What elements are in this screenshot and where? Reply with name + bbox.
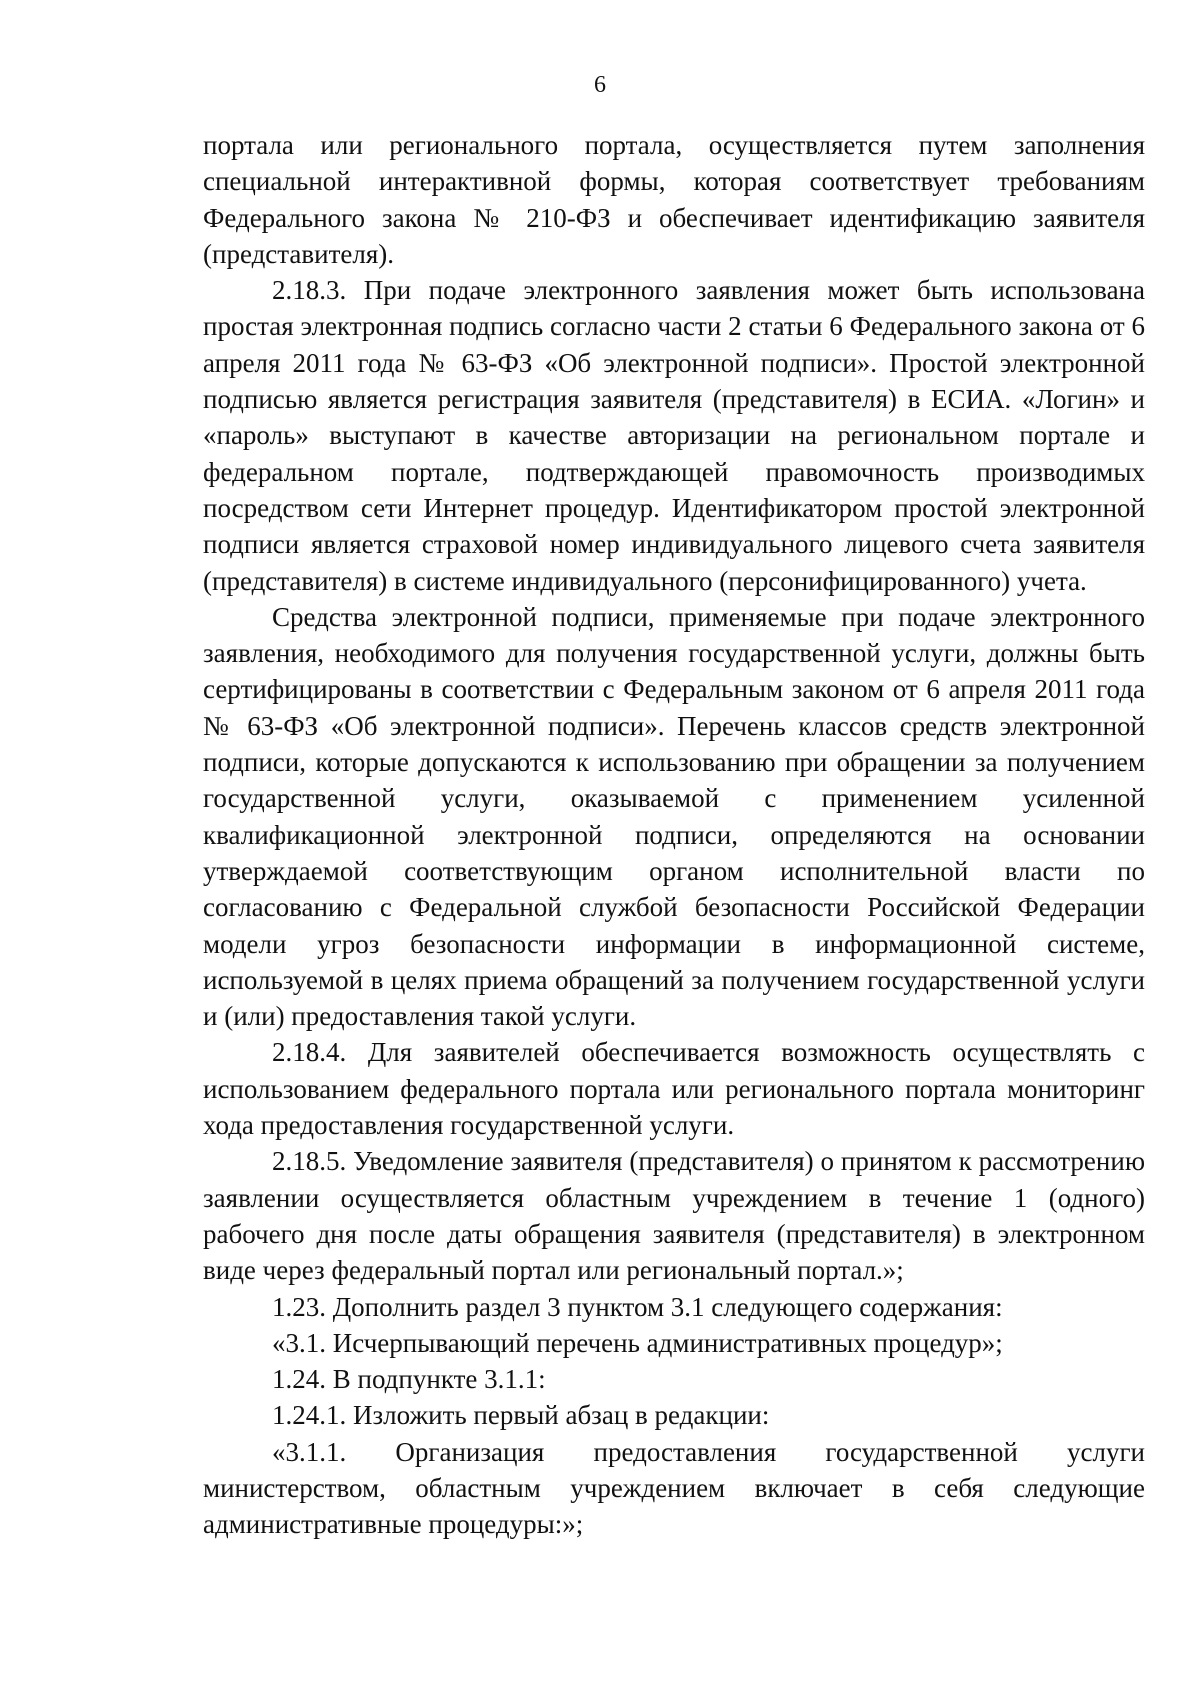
paragraph-signature-tools: Средства электронной подписи, применяемые при подаче электронного заявления, необходимого для получения государственной услуги, должны быть сертифицированы в соответствии с Федеральным законом от 6 апреля 2011 года № 63-ФЗ «Об электронной подписи». Перечень классов средств электронной подписи, которые допускаются к использованию при обращении за получением государственной услуги, оказываемой с применением усиленной квалификационной электронной подписи, определяются на основании утверждаемой соответствующим органом исполнительной власти по согласованию с Федеральной службой безопасности Российской Федерации модели угроз безопасности информации в информационной системе, используемой в целях приема обращений за получением государственной услуги и (или) предоставления такой услуги. [203, 601, 1145, 1032]
paragraph-1-24: 1.24. В подпункте 3.1.1: [272, 1364, 546, 1395]
paragraph-1-23: 1.23. Дополнить раздел 3 пунктом 3.1 следующего содержания: [272, 1291, 1003, 1322]
paragraph-3-1-1-quote: «3.1.1. Организация предоставления государственной услуги министерством, областным учреждением включает в себя следующие административные процедуры:»; [203, 1436, 1145, 1540]
paragraph-continuation: портала или регионального портала, осуществляется путем заполнения специальной интерактивной формы, которая соответствует требованиям Федерального закона № 210-ФЗ и обеспечивает идентификацию заявителя (представителя). [203, 130, 1145, 269]
page-number: 6 [594, 72, 606, 98]
paragraph-2-18-5: 2.18.5. Уведомление заявителя (представителя) о принятом к рассмотрению заявлении осуществляется областным учреждением в течение 1 (одного) рабочего дня после даты обращения заявителя (представителя) в электронном виде через федеральный портал или региональный портал.»; [203, 1146, 1145, 1286]
paragraph-1-24-1: 1.24.1. Изложить первый абзац в редакции: [272, 1400, 770, 1431]
paragraph-3-1-quote: «3.1. Исчерпывающий перечень административных процедур»; [272, 1327, 1003, 1358]
document-body [203, 127, 1145, 1543]
paragraph-2-18-3: 2.18.3. При подаче электронного заявления может быть использована простая электронная подпись согласно части 2 статьи 6 Федерального закона от 6 апреля 2011 года № 63-ФЗ «Об электронной подписи». Простой электронной подписью является регистрация заявителя (представителя) в ЕСИА. «Логин» и «пароль» выступают в качестве авторизации на региональном портале и федеральном портале, подтверждающей правомочность производимых посредством сети Интернет процедур. Идентификатором простой электронной подписи является страховой номер индивидуального лицевого счета заявителя (представителя) в системе индивидуального (персонифицированного) учета. [203, 275, 1145, 596]
paragraph-2-18-4: 2.18.4. Для заявителей обеспечивается возможность осуществлять с использованием федерального портала или регионального портала мониторинг хода предоставления государственной услуги. [203, 1037, 1145, 1141]
